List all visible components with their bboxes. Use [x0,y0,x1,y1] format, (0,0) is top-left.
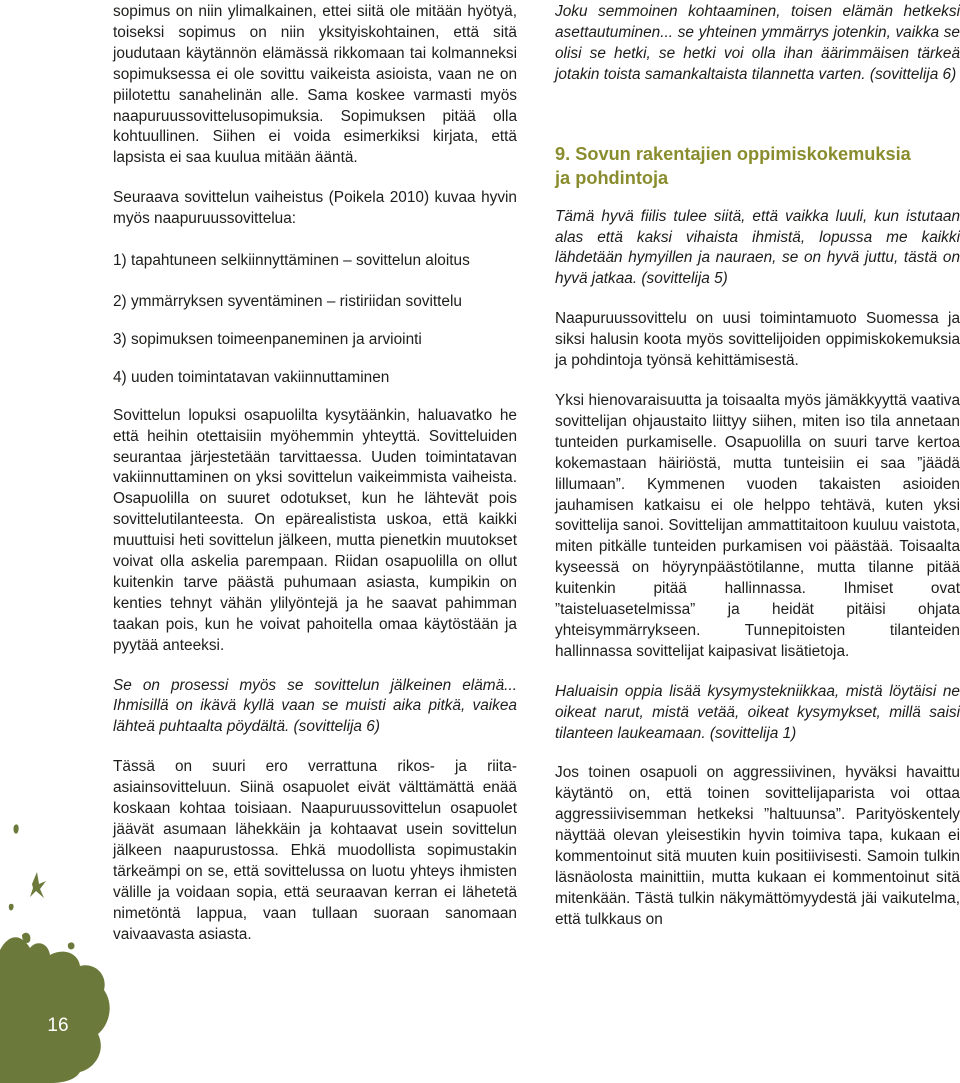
left-column [113,0,517,945]
section-heading [555,142,960,190]
right-paragraph-3: Jos toinen osapuoli on aggressiivinen, hyväksi havaittu käytäntö on, että toinen sovittelijaparista voi ottaa aggressiivisemman hetkeksi ”haltuunsa”. Parityöskentely näyttää olevan yleisestikin hyvin toimiva tapa, kukaan ei kommentoinut sitä muuten kuin positiivisesti. Samoin tulkin läsnäolosta mainittiin, mutta kukaan ei kommentoinut sitä mitenkään. Tästä tulkin näkymättömyydestä jäi vaikutelma, että tulkkaus on [555,764,960,928]
quote-sovittelija-5: Tämä hyvä fiilis tulee siitä, että vaikka luuli, kun istutaan alas että kaksi vihaista ihmistä, lopussa me kaikki lähdetään hymyillen ja nauraen, se on hyvä juttu, tästä on hyvä jatkaa. (sovittelija 5) [555,207,960,288]
ink-splash-shapes [0,824,110,1083]
section-heading-line-2: ja pohdintoja [555,167,669,188]
left-paragraph-1: sopimus on niin ylimalkainen, ettei siitä ole mitään hyötyä, toiseksi sopimus on niin yksityiskohtainen, että sitä joudutaan käytännön elämässä rikkomaan tai kolmanneksi sopimuksessa ei ole sovittu vaikeista asioista, vaan ne on piilotettu sanahelinän alle. Sama koskee varmasti myös naapuruussovittelusopimuksia. Sopimuksen pitää olla kohtuullinen. Siihen ei voida esimerkiksi kirjata, että lapsista ei saa kuulua mitään ääntä. [113,3,517,167]
phase-step-2: 2) ymmärryksen syventäminen – ristiriidan sovittelu [113,292,462,310]
right-paragraph-2: Yksi hienovaraisuutta ja toisaalta myös jämäkkyyttä vaativa sovittelijan ohjaustaito liittyy siihen, miten iso tila annetaan tunteiden purkamiselle. Osapuolilla on suuri tarve kertoa kokemastaan häiriöstä, mutta tunteisiin ei saa ”jäädä lillumaan”. Kymmenen vuoden takaisten asioiden jauhamisen katkaisu ei ole helppo tehtävä, kuten yksi sovittelija sanoi. Sovittelijan ammattitaitoon kuuluu vaistota, miten pitkälle tunteiden purkamisen voi päästää. Toisaalta kyseessä on höyrynpäästötilanne, mutta tilanne pitää kuitenkin pitää hallinnassa. Ihmiset ovat ”taisteluasetelmissa” ja heidät pitäisi ohjata yhteisymmärrykseen. Tunnepitoisten tilanteiden hallinnassa sovittelijat kaipasivat lisätietoja. [555,391,960,660]
phase-step-1: 1) tapahtuneen selkiinnyttäminen – sovittelun aloitus [113,252,470,270]
phase-step-4: 4) uuden toimintatavan vakiinnuttaminen [113,368,390,386]
quote-sovittelija-6: Se on prosessi myös se sovittelun jälkeinen elämä... Ihmisillä on ikävä kyllä vaan se muisti aika pitkä, vaikea lähteä puhtaalta pöydältä. (sovittelija 6) [113,676,517,736]
right-paragraph-1: Naapuruussovittelu on uusi toimintamuoto Suomessa ja siksi halusin koota myös sovittelijoiden oppimiskokemuksia ja pohdintoja työnsä kehittämisestä. [555,310,960,370]
left-paragraph-3: Sovittelun lopuksi osapuolilta kysytäänkin, haluavatko he että heihin otettaisiin myöhemmin yhteyttä. Sovitteluiden seurantaa järjestetään tarvittaessa. Uuden toimintatavan vakiinnuttaminen on yksi sovittelun vaikeimmista vaiheista. Osapuolilla on suuret odotukset, kun he lähtevät pois sovittelutilanteesta. On epärealistista uskoa, että kaikki muuttuisi heti sovittelun jälkeen, mutta pienetkin muutokset voivat olla askelia parempaan. Riidan osapuolilla on ollut kuitenkin tarve päästä puhumaan asiasta, kumpikin on kenties tehnyt vähän ylilyöntejä ja he saavat pahimman taakan pois, kun he voivat pahoitella omaa käytöstään ja pyytää anteeksi. [113,406,517,654]
ink-splash-decoration [0,0,110,1083]
right-column [555,0,960,931]
phase-step-3: 3) sopimuksen toimeenpaneminen ja arviointi [113,330,422,348]
quote-sovittelija-1: Haluaisin oppia lisää kysymystekniikkaa, mistä löytäisi ne oikeat narut, mistä vetää, oikeat kysymykset, millä saisi tilanteen laukeamaan. (sovittelija 1) [555,682,960,742]
section-heading-line-1: 9. Sovun rakentajien oppimiskokemuksia [555,143,911,164]
left-paragraph-4: Tässä on suuri ero verrattuna rikos- ja riita-asiainsovitteluun. Siinä osapuolet eivät välttämättä enää koskaan kohtaa toisiaan. Naapuruussovittelun osapuolet jäävät asumaan lähekkäin ja kohtaavat usein sovittelun jälkeen naapurustossa. Ehkä muodollista sopimustakin tärkeämpi on se, että sovittelussa on luotu yhteys ihmisten välille ja voidaan sopia, että seuraavan kerran ei lähetetä nimetöntä lappua, vaan tullaan suoraan sanomaan vaivaavasta asiasta. [113,758,517,943]
left-paragraph-2: Seuraava sovittelun vaiheistus (Poikela 2010) kuvaa hyvin myös naapuruussovittelua: [113,189,517,228]
page-number: 16 [47,1015,69,1036]
quote-top-sovittelija-6: Joku semmoinen kohtaaminen, toisen elämän hetkeksi asettautuminen... se yhteinen ymmärrys jotenkin, vaikka se olisi se hetki, se hetki voi olla ihan äärimmäisen tärkeä jotakin toista samankaltaista tilannetta varten. (sovittelija 6) [555,3,960,83]
